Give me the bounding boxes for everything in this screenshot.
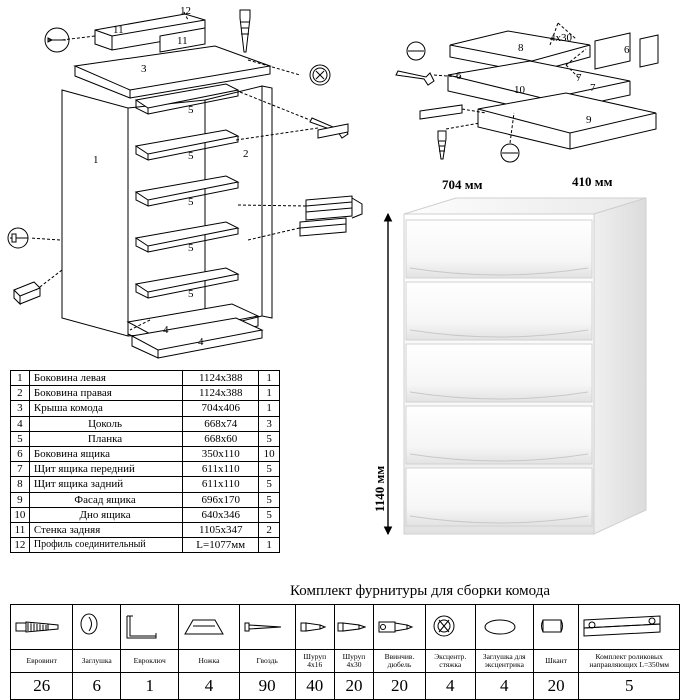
svg-text:5: 5: [188, 104, 194, 116]
part-name: Дно ящика: [29, 507, 182, 522]
svg-text:5: 5: [188, 288, 194, 300]
part-dim: 1124х388: [183, 371, 259, 386]
cam-lock-icon: [425, 605, 475, 650]
drawer-slide-icon: [579, 605, 680, 650]
handle-icon: [179, 605, 239, 650]
kit-count: 6: [73, 673, 121, 700]
part-dim: 350х110: [183, 446, 259, 461]
exploded-cabinet-diagram: [0, 0, 370, 360]
kit-count: 20: [374, 673, 426, 700]
kit-count: 40: [295, 673, 334, 700]
height-dimension-label: 1140 мм: [372, 465, 387, 512]
part-name: Боковина левая: [29, 371, 182, 386]
table-row: [11, 507, 280, 522]
svg-text:11: 11: [177, 35, 188, 47]
svg-text:4: 4: [163, 324, 169, 336]
screw-4x30-icon: [334, 605, 373, 650]
part-qty: 5: [259, 462, 280, 477]
part-name: Фасад ящика: [29, 492, 182, 507]
kit-labels-row: [11, 650, 680, 673]
table-row: [11, 431, 280, 446]
kit-count: 4: [425, 673, 475, 700]
screw-4x16-icon: [295, 605, 334, 650]
part-qty: 5: [259, 492, 280, 507]
part-no: 7: [11, 462, 30, 477]
table-row: [11, 538, 280, 553]
svg-text:6: 6: [456, 70, 462, 82]
part-qty: 3: [259, 416, 280, 431]
svg-text:1: 1: [93, 154, 99, 166]
kit-label: Шкант: [533, 650, 579, 673]
part-no: 5: [11, 431, 30, 446]
part-name: Профиль соединительный: [29, 538, 182, 553]
kit-count: 5: [579, 673, 680, 700]
part-dim: 704х406: [183, 401, 259, 416]
part-name: Щит ящика передний: [29, 462, 182, 477]
kit-icons-row: [11, 605, 680, 650]
kit-count: 20: [334, 673, 373, 700]
part-dim: L=1077мм: [183, 538, 259, 553]
kit-label: Заглушка: [73, 650, 121, 673]
part-dim: 1124х388: [183, 386, 259, 401]
svg-text:12: 12: [180, 5, 191, 17]
svg-text:6: 6: [624, 44, 630, 56]
kit-count: 20: [533, 673, 579, 700]
svg-text:2: 2: [243, 148, 249, 160]
kit-label: Комплект роликовых направляющих L=350мм: [579, 650, 680, 673]
kit-title: Комплект фурнитуры для сборки комода: [289, 583, 550, 599]
finished-chest-illustration: [380, 190, 680, 560]
svg-text:9: 9: [586, 114, 592, 126]
part-no: 10: [11, 507, 30, 522]
table-row: [11, 401, 280, 416]
svg-text:4х30: 4х30: [550, 32, 572, 44]
kit-label: Ножка: [179, 650, 239, 673]
table-row: [11, 371, 280, 386]
part-no: 4: [11, 416, 30, 431]
part-dim: 1105х347: [183, 522, 259, 537]
part-no: 3: [11, 401, 30, 416]
table-row: [11, 492, 280, 507]
svg-text:7: 7: [590, 82, 596, 94]
part-dim: 640х346: [183, 507, 259, 522]
kit-label: Заглушка для эксцентрика: [475, 650, 533, 673]
part-qty: 10: [259, 446, 280, 461]
part-name: Боковина правая: [29, 386, 182, 401]
kit-count: 1: [121, 673, 179, 700]
part-qty: 5: [259, 431, 280, 446]
dowel-icon: [374, 605, 426, 650]
width-dimension-label: 704 мм: [442, 177, 483, 192]
part-dim: 696х170: [183, 492, 259, 507]
svg-text:8: 8: [518, 42, 524, 54]
svg-text:5: 5: [188, 196, 194, 208]
nail-icon: [239, 605, 295, 650]
kit-label: Ввинчив. дюбель: [374, 650, 426, 673]
part-qty: 1: [259, 386, 280, 401]
part-name: Щит ящика задний: [29, 477, 182, 492]
kit-label: Эксцентр. стяжка: [425, 650, 475, 673]
kit-count: 26: [11, 673, 73, 700]
svg-text:5: 5: [188, 150, 194, 162]
kit-count: 4: [475, 673, 533, 700]
part-dim: 611х110: [183, 462, 259, 477]
kit-count: 4: [179, 673, 239, 700]
part-qty: 1: [259, 371, 280, 386]
table-row: [11, 416, 280, 431]
table-row: [11, 477, 280, 492]
part-dim: 668х74: [183, 416, 259, 431]
part-name: Стенка задняя: [29, 522, 182, 537]
part-name: Цоколь: [29, 416, 182, 431]
part-qty: 5: [259, 477, 280, 492]
edge-band-icon: [533, 605, 579, 650]
part-no: 12: [11, 538, 30, 553]
part-no: 11: [11, 522, 30, 537]
parts-table: [10, 370, 280, 553]
part-qty: 2: [259, 522, 280, 537]
allen-key-icon: [121, 605, 179, 650]
kit-label: Гвоздь: [239, 650, 295, 673]
euroscrew-icon: [11, 605, 73, 650]
part-no: 2: [11, 386, 30, 401]
part-qty: 1: [259, 538, 280, 553]
svg-text:5: 5: [188, 242, 194, 254]
part-no: 9: [11, 492, 30, 507]
kit-label: Шуруп 4х30: [334, 650, 373, 673]
table-row: [11, 462, 280, 477]
part-qty: 1: [259, 401, 280, 416]
svg-text:10: 10: [514, 84, 525, 96]
part-name: Боковина ящика: [29, 446, 182, 461]
table-row: [11, 386, 280, 401]
kit-label: Шуруп 4х16: [295, 650, 334, 673]
part-no: 6: [11, 446, 30, 461]
svg-text:3: 3: [141, 63, 147, 75]
part-dim: 668х60: [183, 431, 259, 446]
part-name: Крыша комода: [29, 401, 182, 416]
kit-counts-row: [11, 673, 680, 700]
kit-label: Евровинт: [11, 650, 73, 673]
svg-text:4: 4: [198, 336, 204, 348]
hardware-kit-table: [10, 604, 680, 700]
part-name: Планка: [29, 431, 182, 446]
table-row: [11, 522, 280, 537]
cam-cap-icon: [475, 605, 533, 650]
kit-count: 90: [239, 673, 295, 700]
depth-dimension-label: 410 мм: [572, 174, 613, 189]
exploded-drawer-diagram: [390, 5, 689, 165]
svg-text:11: 11: [113, 24, 124, 36]
svg-text:7: 7: [576, 72, 582, 84]
part-no: 8: [11, 477, 30, 492]
part-qty: 5: [259, 507, 280, 522]
part-no: 1: [11, 371, 30, 386]
kit-label: Евроключ: [121, 650, 179, 673]
part-dim: 611х110: [183, 477, 259, 492]
table-row: [11, 446, 280, 461]
cap-icon: [73, 605, 121, 650]
